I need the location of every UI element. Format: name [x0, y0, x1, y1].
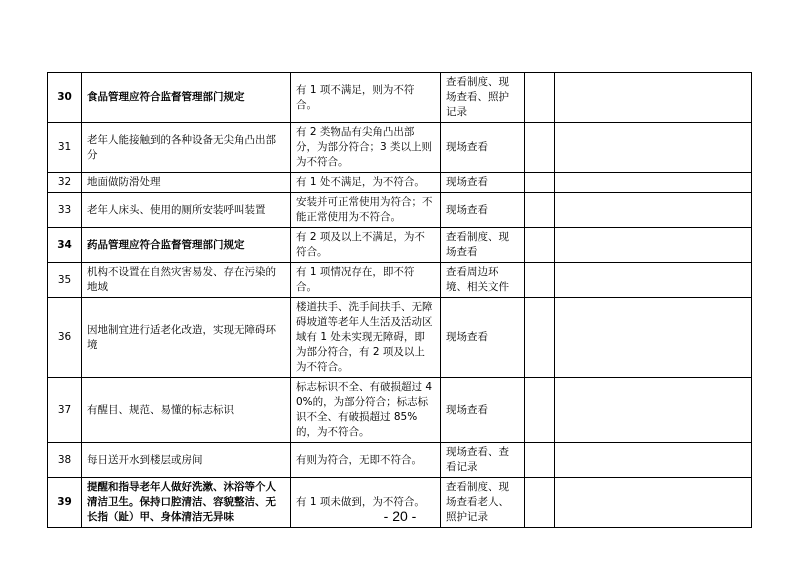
criterion-cell: 有 1 项未做到，为不符合。 [291, 478, 441, 528]
blank-cell [555, 298, 752, 378]
item-cell: 机构不设置在自然灾害易发、存在污染的地域 [82, 263, 291, 298]
row-number: 34 [48, 228, 82, 263]
method-cell: 现场查看、查看记录 [441, 443, 525, 478]
blank-cell [555, 443, 752, 478]
method-cell: 查看制度、现场查看 [441, 228, 525, 263]
table-row [48, 378, 752, 443]
inspection-table [47, 72, 752, 528]
criterion-cell: 有 2 项及以上不满足，为不符合。 [291, 228, 441, 263]
table-row [48, 73, 752, 123]
method-cell: 现场查看 [441, 298, 525, 378]
criterion-cell: 有 1 项不满足，则为不符合。 [291, 73, 441, 123]
item-cell: 地面做防滑处理 [82, 173, 291, 193]
blank-cell [555, 173, 752, 193]
table-row [48, 193, 752, 228]
method-cell: 现场查看 [441, 193, 525, 228]
item-cell: 药品管理应符合监督管理部门规定 [82, 228, 291, 263]
row-number: 33 [48, 193, 82, 228]
row-number: 39 [48, 478, 82, 528]
row-number: 35 [48, 263, 82, 298]
row-number: 38 [48, 443, 82, 478]
table-row [48, 443, 752, 478]
blank-cell [555, 378, 752, 443]
table-row [48, 123, 752, 173]
criterion-cell: 有 1 处不满足，为不符合。 [291, 173, 441, 193]
blank-cell [525, 73, 555, 123]
criterion-cell: 有 1 项情况存在，即不符合。 [291, 263, 441, 298]
criterion-cell: 有则为符合，无即不符合。 [291, 443, 441, 478]
blank-cell [525, 378, 555, 443]
blank-cell [555, 73, 752, 123]
table-row [48, 263, 752, 298]
method-cell: 现场查看 [441, 173, 525, 193]
row-number: 30 [48, 73, 82, 123]
row-number: 37 [48, 378, 82, 443]
method-cell: 查看周边环境、相关文件 [441, 263, 525, 298]
item-cell: 有醒目、规范、易懂的标志标识 [82, 378, 291, 443]
criterion-cell: 有 2 类物品有尖角凸出部分，为部分符合；3 类以上则为不符合。 [291, 123, 441, 173]
method-cell: 查看制度、现场查看老人、照护记录 [441, 478, 525, 528]
item-cell: 每日送开水到楼层或房间 [82, 443, 291, 478]
item-cell: 老年人能接触到的各种设备无尖角凸出部分 [82, 123, 291, 173]
blank-cell [555, 228, 752, 263]
blank-cell [525, 263, 555, 298]
row-number: 36 [48, 298, 82, 378]
row-number: 32 [48, 173, 82, 193]
item-cell: 老年人床头、使用的厕所安装呼叫装置 [82, 193, 291, 228]
table-row [48, 173, 752, 193]
method-cell: 现场查看 [441, 123, 525, 173]
table-row [48, 228, 752, 263]
item-cell: 因地制宜进行适老化改造，实现无障碍环境 [82, 298, 291, 378]
method-cell: 现场查看 [441, 378, 525, 443]
blank-cell [525, 443, 555, 478]
criterion-cell: 标志标识不全、有破损超过 40%的，为部分符合；标志标识不全、有破损超过 85%的，为不符合。 [291, 378, 441, 443]
method-cell: 查看制度、现场查看、照护记录 [441, 73, 525, 123]
blank-cell [555, 123, 752, 173]
blank-cell [525, 123, 555, 173]
blank-cell [555, 193, 752, 228]
blank-cell [525, 228, 555, 263]
blank-cell [525, 173, 555, 193]
table-row [48, 298, 752, 378]
blank-cell [525, 298, 555, 378]
row-number: 31 [48, 123, 82, 173]
item-cell: 食品管理应符合监督管理部门规定 [82, 73, 291, 123]
blank-cell [525, 193, 555, 228]
criterion-cell: 楼道扶手、洗手间扶手、无障碍坡道等老年人生活及活动区域有 1 处未实现无障碍，即为部分符合，有 2 项及以上为不符合。 [291, 298, 441, 378]
criterion-cell: 安装并可正常使用为符合；不能正常使用为不符合。 [291, 193, 441, 228]
item-cell: 提醒和指导老年人做好洗漱、沐浴等个人清洁卫生。保持口腔清洁、容貌整洁、无长指（趾）甲、身体清洁无异味 [82, 478, 291, 528]
table-body [48, 73, 752, 528]
blank-cell [555, 263, 752, 298]
page-number: - 20 - [383, 508, 417, 524]
